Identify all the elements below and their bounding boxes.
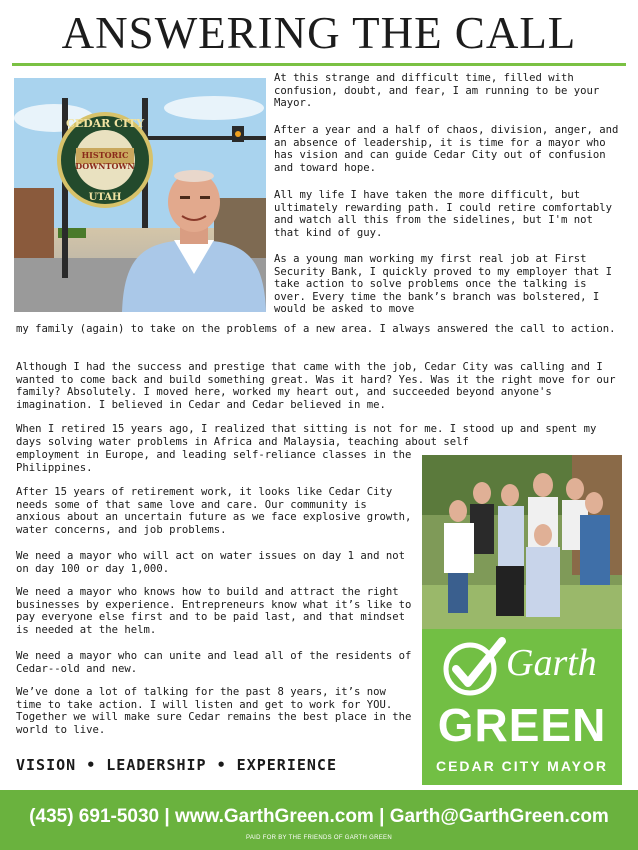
contact-info: (435) 691-5030 | www.GarthGreen.com | Garth@GarthGreen.com bbox=[29, 806, 609, 827]
sign-mid-text-1: HISTORIC bbox=[81, 150, 129, 160]
sign-bottom-text: UTAH bbox=[88, 192, 122, 203]
checkmark-icon bbox=[442, 637, 506, 697]
sign-mid-text-2: DOWNTOWN bbox=[75, 161, 135, 171]
paragraph: After 15 years of retirement work, it looks like Cedar City needs some of that same love and care. Our community is anxious about an uncertain future as we face explosive growth, water concerns, and job problems. bbox=[16, 486, 412, 536]
paragraph: We need a mayor who can unite and lead all of the residents of Cedar--old and new. bbox=[16, 650, 412, 675]
paragraph: We’ve done a lot of talking for the past 8 years, it’s now time to take action. I will listen and get to work for YOU. Together we will make sure Cedar remains the best place in the world to live. bbox=[16, 686, 412, 736]
paragraph: After a year and a half of chaos, division, anger, and an absence of leadership, it is time for a mayor who has vision and can guide Cedar City out of confusion and toward hope. bbox=[274, 124, 619, 174]
campaign-logo bbox=[422, 629, 622, 785]
logo-office: CEDAR CITY MAYOR bbox=[435, 758, 609, 774]
paragraph: Although I had the success and prestige that came with the job, Cedar City was calling and I wanted to come back and build something great. Was it hard? Yes. Was it the right move for our family? Absolutely. I moved here, worked my heart out, and succeeded beyond anyone's imagination. I believed in Cedar and Cedar believed in me. bbox=[16, 361, 616, 411]
paid-for-disclaimer: PAID FOR BY THE FRIENDS OF GARTH GREEN bbox=[246, 835, 392, 841]
sign-top-text: CEDAR CITY bbox=[65, 117, 145, 130]
paragraph: my family (again) to take on the problems of a new area. I always answered the call to action. bbox=[16, 323, 616, 335]
paragraph: At this strange and difficult time, filled with confusion, doubt, and fear, I am running to be your Mayor. bbox=[274, 72, 600, 110]
paragraph: When I retired 15 years ago, I realized that sitting is not for me. I stood up and spent my days solving water problems in Africa and Malaysia, teaching about self bbox=[16, 423, 597, 448]
paragraph: We need a mayor who will act on water issues on day 1 and not on day 100 or day 1,000. bbox=[16, 550, 406, 575]
paragraph: We need a mayor who knows how to build and attract the right businesses by experience. Entrepreneurs know what it’s like to pay everyone else first and to be paid last, and that mindset is needed at the helm. bbox=[16, 586, 412, 636]
candidate-photo bbox=[14, 78, 266, 312]
paragraph: All my life I have taken the more difficult, but ultimately rewarding path. I could retire comfortably and watch all this from the sidelines, but I'm not that kind of guy. bbox=[274, 189, 613, 239]
logo-last-name: GREEN bbox=[437, 699, 607, 751]
page-title: ANSWERING THE CALL bbox=[61, 8, 577, 58]
footer-bar bbox=[0, 790, 638, 850]
campaign-slogan: VISION • LEADERSHIP • EXPERIENCE bbox=[16, 756, 337, 774]
logo-first-name: Garth bbox=[506, 642, 597, 684]
paragraph: As a young man working my first real job at First Security Bank, I quickly proved to my employer that I take action to solve problems once the talking is over. Every time the bank’s branch was bolstered, I would be asked to move bbox=[274, 253, 613, 316]
family-photo bbox=[422, 455, 622, 629]
paragraph: employment in Europe, and leading self-reliance classes in the Philippines. bbox=[16, 449, 412, 474]
title-divider bbox=[12, 63, 626, 66]
